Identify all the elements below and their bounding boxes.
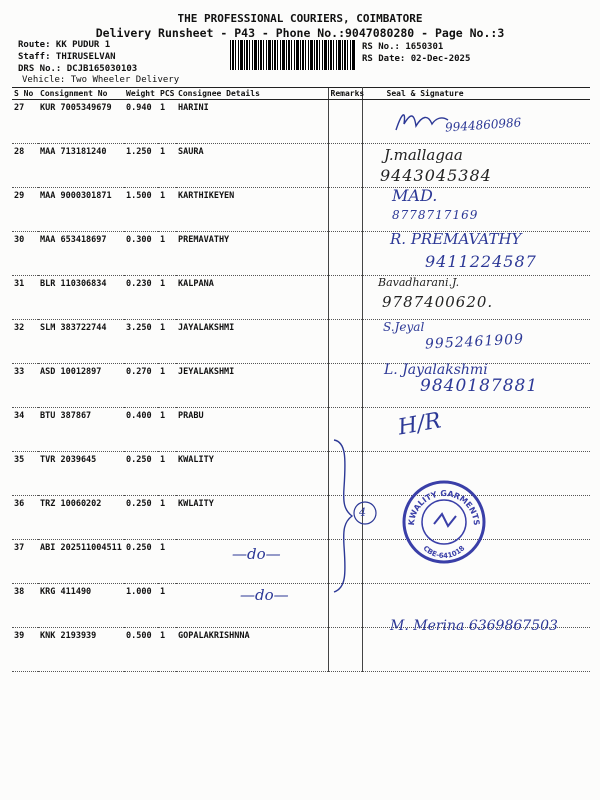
sno: 33: [12, 364, 38, 408]
col-pcs: PCS: [160, 89, 175, 98]
remarks-cell: [328, 276, 362, 320]
weight: 0.250: [124, 496, 158, 540]
handwritten-name-32: S.Jeyal: [383, 320, 425, 334]
table-row: [12, 628, 590, 672]
col-sno: S No: [12, 88, 38, 100]
consignee: KARTHIKEYEN: [176, 188, 328, 232]
consignee: JEYALAKSHMI: [176, 364, 328, 408]
handwritten-name-29: MAD.: [392, 186, 438, 205]
pcs: 1: [158, 496, 176, 540]
consignee: PRABU: [176, 408, 328, 452]
handwritten-phone-31: 9787400620.: [382, 293, 494, 311]
sno: 31: [12, 276, 38, 320]
staff-label: Staff: THIRUSELVAN: [18, 52, 116, 62]
sno: 39: [12, 628, 38, 672]
col-weight: Weight: [124, 88, 158, 100]
sno: 28: [12, 144, 38, 188]
pcs: 1: [158, 276, 176, 320]
svg-text:KWALITY GARMENTS: [407, 489, 481, 526]
signature-cell: [362, 408, 590, 452]
weight: 1.250: [124, 144, 158, 188]
sno: 29: [12, 188, 38, 232]
pcs: 1: [158, 628, 176, 672]
pcs: 1: [158, 320, 176, 364]
handwritten-phone-29: 8778717169: [392, 208, 479, 222]
consignment-no: ABI 202511004511: [38, 540, 124, 584]
handwritten-signature-39: M. Merina 6369867503: [390, 618, 558, 634]
sno: 27: [12, 100, 38, 144]
weight: 0.250: [124, 452, 158, 496]
table-row: [12, 540, 590, 584]
handwritten-name-31: Bavadharani.J.: [378, 276, 460, 289]
sno: 35: [12, 452, 38, 496]
consignment-no: KNK 2193939: [38, 628, 124, 672]
ditto-mark-38: —do—: [240, 586, 289, 604]
consignee: KALPANA: [176, 276, 328, 320]
barcode: [230, 40, 356, 70]
pcs: 1: [158, 584, 176, 628]
scribble-signature-icon: [392, 106, 452, 136]
pcs: 1: [158, 452, 176, 496]
pcs: 1: [158, 540, 176, 584]
weight: 0.400: [124, 408, 158, 452]
weight: 0.250: [124, 540, 158, 584]
sno: 37: [12, 540, 38, 584]
remarks-cell: [328, 320, 362, 364]
handwritten-phone-27: 9944860986: [444, 115, 522, 135]
consignee: HARINI: [176, 100, 328, 144]
consignee: PREMAVATHY: [176, 232, 328, 276]
rs-date: RS Date: 02-Dec-2025: [362, 54, 471, 64]
ditto-mark-37: —do—: [232, 545, 281, 563]
consignment-no: BTU 387867: [38, 408, 124, 452]
weight: 3.250: [124, 320, 158, 364]
remarks-cell: [328, 100, 362, 144]
consignment-no: KUR 7005349679: [38, 100, 124, 144]
runsheet-subtitle: Delivery Runsheet - P43 - Phone No.:9047080280 - Page No.:3: [95, 26, 505, 40]
remarks-cell: [328, 628, 362, 672]
sno: 32: [12, 320, 38, 364]
table-row: [12, 408, 590, 452]
col-consignment: Consignment No: [38, 88, 124, 100]
handwritten-name-30: R. PREMAVATHY: [390, 230, 522, 248]
consignment-no: MAA 653418697: [38, 232, 124, 276]
handwritten-hr-34: H/R: [396, 408, 444, 441]
sno: 34: [12, 408, 38, 452]
handwritten-name-28: J.mallagaa: [384, 146, 463, 164]
handwritten-phone-32: 9952461909: [424, 331, 525, 353]
consignment-no: BLR 110306834: [38, 276, 124, 320]
remarks-cell: [328, 364, 362, 408]
vehicle-label: Vehicle: Two Wheeler Delivery: [22, 75, 180, 85]
pcs: 1: [158, 188, 176, 232]
table-header-row: [12, 88, 590, 100]
col-signature: Seal & Signature: [362, 88, 590, 100]
sno: 38: [12, 584, 38, 628]
col-remarks: Remarks: [328, 88, 362, 100]
remarks-cell: [328, 144, 362, 188]
table-row: [12, 144, 590, 188]
consignment-no: SLM 383722744: [38, 320, 124, 364]
weight: 0.300: [124, 232, 158, 276]
consignee: SAURA: [176, 144, 328, 188]
consignment-no: TRZ 10060202: [38, 496, 124, 540]
consignee: KWALITY: [176, 452, 328, 496]
pcs: 1: [158, 100, 176, 144]
table-row: [12, 188, 590, 232]
handwritten-name-33: L. Jayalakshmi: [384, 362, 488, 378]
pcs: 1: [158, 364, 176, 408]
remarks-cell: [328, 188, 362, 232]
consignment-no: KRG 411490: [38, 584, 124, 628]
stamp-text: KWALITY GARMENTS: [406, 488, 482, 526]
col-consignee: Consignee Details: [176, 88, 328, 100]
company-stamp: [400, 478, 488, 566]
consignee: KWLAITY: [176, 496, 328, 540]
weight: 0.270: [124, 364, 158, 408]
table-row: [12, 452, 590, 496]
stamp-code: CBE-641018: [421, 544, 467, 561]
brace-count: 4: [359, 506, 366, 519]
handwritten-phone-33: 9840187881: [420, 376, 539, 396]
company-title: THE PROFESSIONAL COURIERS, COIMBATORE: [177, 12, 423, 25]
handwritten-phone-28: 9443045384: [380, 166, 492, 185]
pcs: 1: [158, 232, 176, 276]
pcs: 1: [158, 408, 176, 452]
consignment-no: TVR 2039645: [38, 452, 124, 496]
remarks-cell: [328, 232, 362, 276]
table-row: [12, 496, 590, 540]
consignment-no: MAA 713181240: [38, 144, 124, 188]
table-row: [12, 276, 590, 320]
consignment-no: ASD 10012897: [38, 364, 124, 408]
pcs: 1: [158, 144, 176, 188]
consignee: JAYALAKSHMI: [176, 320, 328, 364]
weight: 0.940: [124, 100, 158, 144]
consignee: GOPALAKRISHNNA: [176, 628, 328, 672]
consignment-no: MAA 9000301871: [38, 188, 124, 232]
weight: 0.230: [124, 276, 158, 320]
weight: 1.000: [124, 584, 158, 628]
sno: 30: [12, 232, 38, 276]
weight: 1.500: [124, 188, 158, 232]
handwritten-phone-30: 9411224587: [425, 252, 537, 271]
sno: 36: [12, 496, 38, 540]
signature-cell: [362, 628, 590, 672]
weight: 0.500: [124, 628, 158, 672]
rs-number: RS No.: 1650301: [362, 42, 444, 52]
drs-number: DRS No.: DCJB165030103: [18, 64, 138, 74]
route-label: Route: KK PUDUR 1: [18, 40, 111, 50]
